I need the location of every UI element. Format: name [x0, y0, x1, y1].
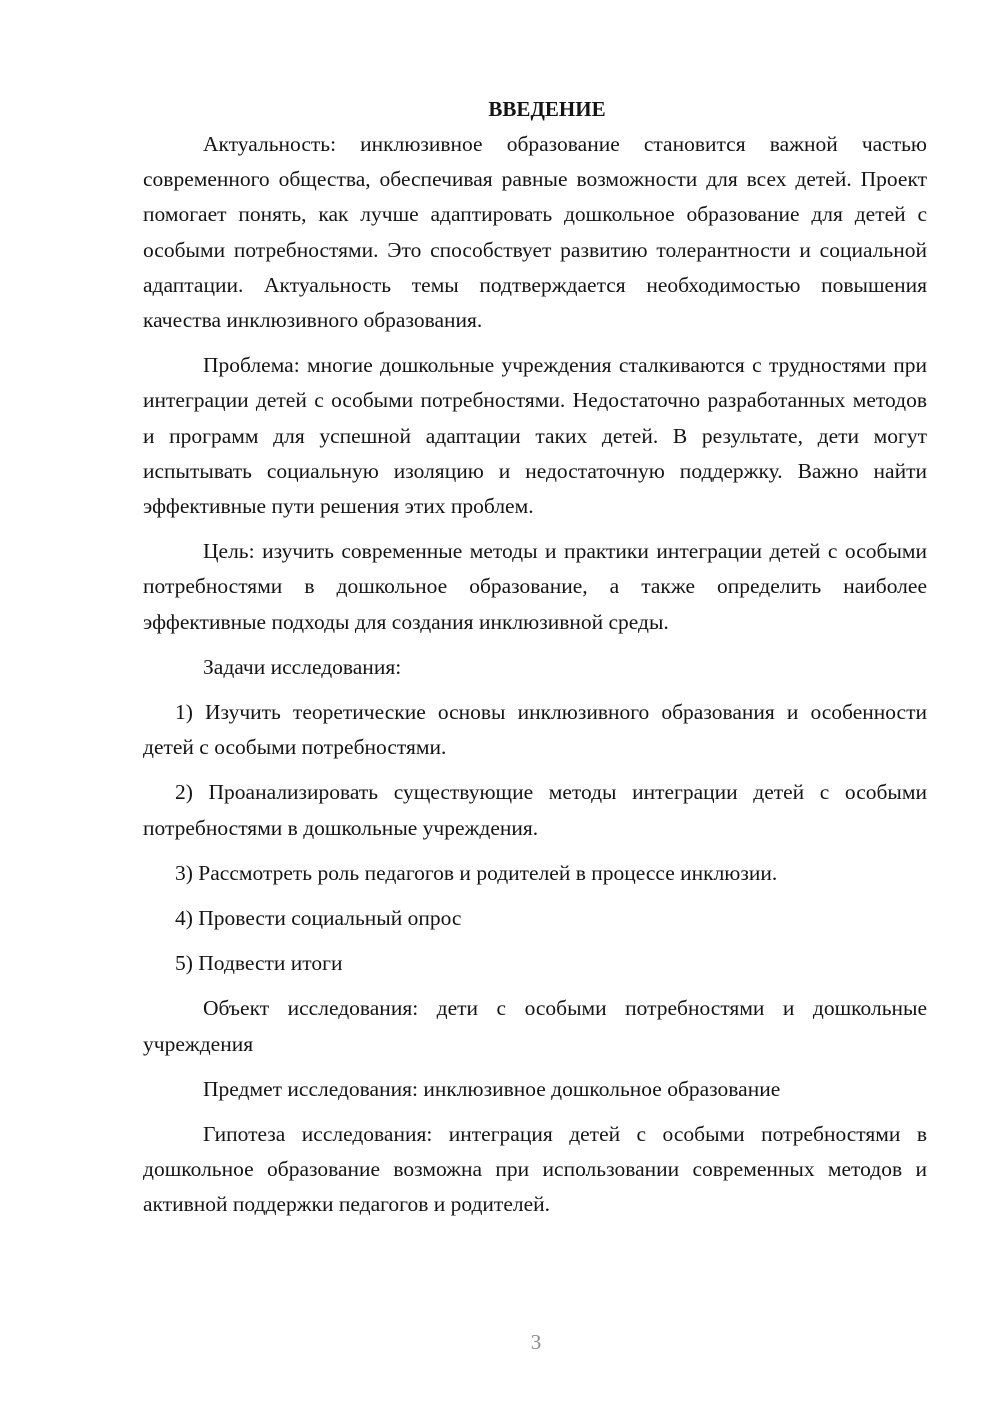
- goal-paragraph: Цель: изучить современные методы и практики интеграции детей с особыми потребностями в дошкольное образование, а также определить наиболее эффективные подходы для создания инклюзивной среды.: [143, 539, 927, 634]
- page-number: 3: [530, 1330, 542, 1354]
- task-item-1: 1) Изучить теоретические основы инклюзивного образования и особенности детей с особыми потребностями.: [143, 700, 927, 760]
- research-object-paragraph: Объект исследования: дети с особыми потребностями и дошкольные учреждения: [143, 996, 927, 1056]
- task-item-2: 2) Проанализировать существующие методы интеграции детей с особыми потребностями в дошкольные учреждения.: [143, 780, 927, 840]
- document-body: [143, 92, 927, 1223]
- tasks-title: Задачи исследования:: [203, 654, 402, 679]
- hypothesis-paragraph: Гипотеза исследования: интеграция детей с особыми потребностями в дошкольное образование возможна при использовании современных методов и активной поддержки педагогов и родителей.: [143, 1122, 927, 1217]
- task-item-4: 4) Провести социальный опрос: [175, 906, 462, 931]
- problem-paragraph: Проблема: многие дошкольные учреждения сталкиваются с трудностями при интеграции детей с особыми потребностями. Недостаточно разработанных методов и программ для успешной адаптации таких детей. В результате, дети могут испытывать социальную изоляцию и недостаточную поддержку. Важно найти эффективные пути решения этих проблем.: [143, 353, 927, 519]
- task-item-3: 3) Рассмотреть роль педагогов и родителей в процессе инклюзии.: [175, 860, 778, 885]
- section-heading: ВВЕДЕНИЕ: [488, 97, 606, 121]
- task-item-5: 5) Подвести итоги: [175, 951, 343, 976]
- research-subject-paragraph: Предмет исследования: инклюзивное дошкольное образование: [203, 1076, 781, 1101]
- relevance-paragraph: Актуальность: инклюзивное образование становится важной частью современного общества, обеспечивая равные возможности для всех детей. Проект помогает понять, как лучше адаптировать дошкольное образование для детей с особыми потребностями. Это способствует развитию толерантности и социальной адаптации. Актуальность темы подтверждается необходимостью повышения качества инклюзивного образования.: [143, 132, 927, 333]
